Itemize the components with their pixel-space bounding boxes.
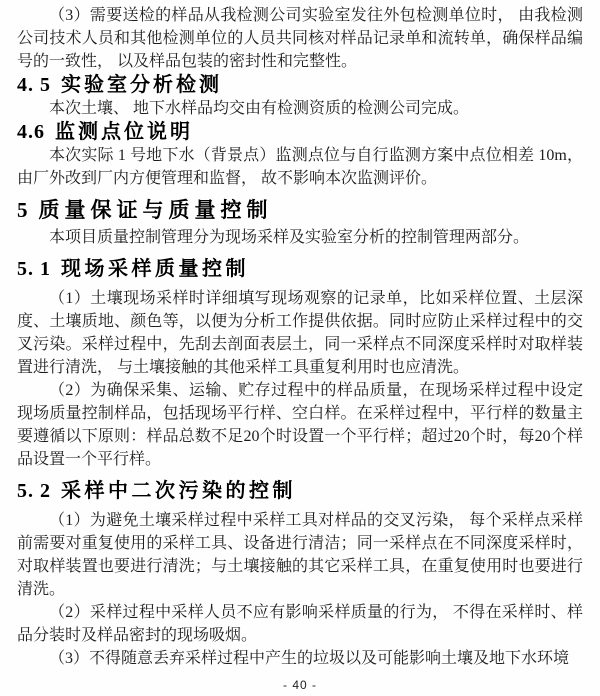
heading-title: 实验室分析检测 [61,74,222,96]
text-line: 号的一致性， 以及样品包装的密封性和完整性。 [17,53,358,70]
text-line: 本次土壤、 地下水样品均交由有检测资质的检测公司完成。 [49,100,470,117]
heading-number: 4. 5 [17,74,51,96]
text-line: （3）需要送检的样品从我检测公司实验室发往外包检测单位时， 由我检测 [49,7,583,24]
text-line: 现场质量控制样品，包括现场平行样、空白样。在采样过程中，平行样的数量主 [17,405,583,422]
heading-number: 5. 2 [17,480,51,502]
para-monitoring-point-note [17,144,583,190]
text-line: （2）采样过程中采样人员不应有影响采样质量的行为， 不得在采样时、样 [49,604,583,621]
para-waste-disposal [17,647,583,670]
page-number: - 40 - [282,678,317,692]
text-line: 叉污染。采样过程中，先刮去剖面表层土，同一采样点不同深度采样时对取样装 [17,336,583,353]
text-line: 对取样装置也要进行清洗；与土壤接触的其它采样工具，在重复使用时也要进行 [17,558,583,575]
para-no-smoking-rule [17,601,583,647]
para-tool-cleaning [17,509,583,601]
heading-title: 采样中二次污染的控制 [61,480,296,502]
para-field-sampling-records [17,287,583,379]
heading-title: 质量保证与质量控制 [38,198,273,222]
text-line: 度、土壤质地、颜色等，以便为分析工作提供依据。同时应防止采样过程中的交 [17,313,583,330]
text-line: 公司技术人员和其他检测单位的人员共同核对样品记录单和流转单，确保样品编 [17,30,583,47]
heading-number: 4.6 [17,121,45,143]
para-qc-overview [17,226,583,249]
heading-number: 5. 1 [17,258,51,280]
text-line: 由厂外改到厂内方便管理和监督， 故不影响本次监测评价。 [17,170,438,187]
text-line: 前需要对重复使用的采样工具、设备进行清洁；同一采样点在不同深度采样时， [17,535,583,552]
heading-title: 监测点位说明 [55,121,193,143]
heading-number: 5 [17,198,29,222]
heading-5-quality-assurance [17,196,583,224]
heading-5-2-secondary-pollution-control [17,478,583,504]
text-line: 品分装时及样品密封的现场吸烟。 [17,627,258,644]
para-lab-analysis [17,97,583,120]
heading-title: 现场采样质量控制 [61,258,249,280]
heading-4-5-lab-analysis [17,73,583,97]
para-parallel-blank-samples [17,379,583,471]
text-line: 置进行清洗， 与土壤接触的其他采样工具重复利用时也应清洗。 [17,359,470,376]
text-line: 清洗。 [17,581,66,598]
text-line: （2）为确保采集、运输、贮存过程中的样品质量，在现场采样过程中设定 [49,382,583,399]
text-line: （1）土壤现场采样时详细填写现场观察的记录单，比如采样位置、土层深 [49,290,583,307]
text-line: 本次实际 1 号地下水（背景点）监测点位与自行监测方案中点位相差 10m， [49,147,583,164]
para-sample-transfer-item3 [17,4,583,73]
heading-5-1-field-sampling-qc [17,256,583,282]
text-line: 要遵循以下原则：样品总数不足20个时设置一个平行样；超过20个时，每20个样 [17,428,583,445]
heading-4-6-monitoring-point-note [17,120,583,144]
text-line: 品设置一个平行样。 [17,451,162,468]
text-line: 本项目质量控制管理分为现场采样及实验室分析的控制管理两部分。 [49,229,530,246]
text-line: （1）为避免土壤采样过程中采样工具对样品的交叉污染， 每个采样点采样 [49,512,583,529]
text-line: （3）不得随意丢弃采样过程中产生的垃圾以及可能影响土壤及地下水环境 [49,650,570,667]
